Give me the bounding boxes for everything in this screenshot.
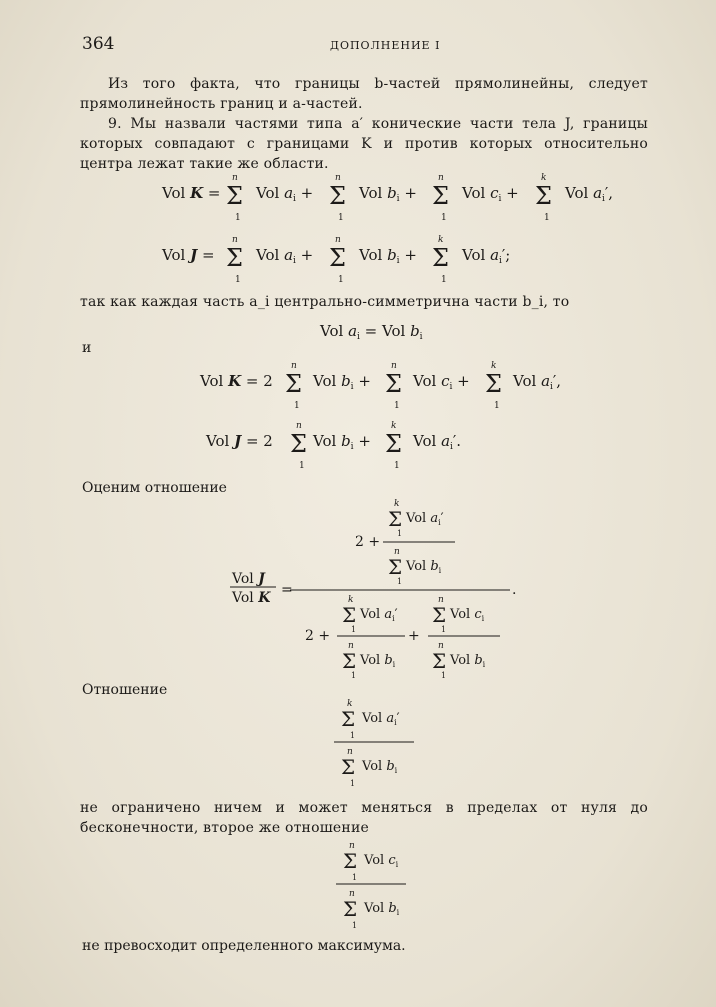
equation-1-svg (0, 168, 716, 228)
svg-text:n: n (291, 361, 297, 371)
page-number: 364 (82, 34, 115, 54)
svg-text:k: k (491, 361, 497, 371)
svg-text:n: n (438, 595, 444, 605)
svg-text:Σ: Σ (341, 755, 356, 779)
equation-ratio-c-b (0, 836, 716, 936)
svg-text:Vol bi: Vol $b_i$ (362, 759, 398, 775)
running-header: ДОПОЛНЕНИЕ I (330, 39, 441, 52)
svg-text:1: 1 (441, 671, 447, 680)
svg-text:Σ: Σ (432, 649, 447, 673)
svg-text:Σ: Σ (535, 182, 552, 210)
svg-text:1: 1 (338, 275, 344, 285)
svg-text:Σ: Σ (329, 182, 346, 210)
svg-text:Σ: Σ (343, 897, 358, 921)
svg-text:Σ: Σ (226, 182, 243, 210)
svg-text:1: 1 (441, 275, 447, 285)
svg-text:2 +: 2 + (305, 628, 331, 644)
svg-text:n: n (391, 361, 397, 371)
svg-text:Vol ci +: Vol $c_i$ + (462, 184, 519, 204)
svg-text:Vol ci: Vol $c_i$ (364, 853, 399, 869)
svg-text:Σ: Σ (341, 707, 356, 731)
svg-text:Σ: Σ (388, 507, 403, 531)
svg-text:n: n (394, 547, 400, 557)
svg-text:1: 1 (494, 401, 500, 411)
equation-vol-j-1 (0, 230, 716, 290)
svg-text:2 +: 2 + (355, 534, 381, 550)
svg-text:Vol ai +: Vol $a_i$ + (256, 246, 314, 266)
svg-text:Σ: Σ (226, 244, 243, 272)
svg-text:Vol bi +: Vol $b_i$ + (313, 372, 371, 392)
svg-text:Vol ai′;: Vol $a_i'$; (462, 246, 511, 266)
svg-text:Σ: Σ (385, 430, 402, 458)
svg-text:Vol ai = Vol bi: Vol $a_i$ = Vol $b_i$ (320, 322, 423, 342)
svg-text:Σ: Σ (342, 649, 357, 673)
svg-text:Vol K = 2: Vol K = 2 (200, 372, 273, 390)
svg-text:1: 1 (350, 731, 356, 740)
svg-text:k: k (391, 421, 397, 431)
svg-text:1: 1 (235, 275, 241, 285)
svg-text:Vol ai′,: Vol $a_i'$, (513, 372, 562, 392)
svg-text:Σ: Σ (290, 430, 307, 458)
paragraph-6: Отношение (82, 682, 168, 698)
svg-text:Σ: Σ (485, 370, 502, 398)
svg-text:Vol ci: Vol $c_i$ (450, 607, 485, 623)
svg-text:Σ: Σ (285, 370, 302, 398)
svg-text:Vol ai′: Vol $a_i'$ (360, 607, 398, 623)
svg-text:Vol J: Vol J (232, 571, 265, 587)
svg-text:Vol J =: Vol J = (162, 246, 215, 264)
svg-text:Vol ai +: Vol $a_i$ + (256, 184, 314, 204)
svg-text:=: = (281, 582, 293, 598)
equation-vol-k-2 (0, 356, 716, 416)
paragraph-2: 9. Мы назвали частями типа a′ конические части тела J, границы которых совпадают с границами K и против которых относительно центра лежат такие же области. (80, 116, 648, 172)
svg-text:Σ: Σ (385, 370, 402, 398)
svg-text:Σ: Σ (343, 849, 358, 873)
svg-text:k: k (541, 173, 547, 183)
svg-text:Vol ai′: Vol $a_i'$ (362, 711, 400, 727)
svg-text:.: . (512, 582, 517, 598)
svg-text:Σ: Σ (342, 603, 357, 627)
svg-text:Σ: Σ (329, 244, 346, 272)
svg-text:Vol ai′,: Vol $a_i'$, (565, 184, 614, 204)
svg-text:n: n (232, 173, 238, 183)
equation-ratio-j-k (0, 494, 716, 684)
svg-text:Vol bi: Vol $b_i$ (364, 901, 400, 917)
svg-text:Vol K =: Vol K = (162, 184, 221, 202)
svg-text:Vol bi: Vol $b_i$ (450, 653, 486, 669)
svg-text:n: n (347, 747, 353, 757)
svg-text:Σ: Σ (432, 603, 447, 627)
svg-text:1: 1 (351, 625, 357, 634)
svg-text:1: 1 (350, 779, 356, 788)
svg-text:Vol J = 2: Vol J = 2 (206, 432, 273, 450)
paragraph-7: не ограничено ничем и может меняться в пределах от нуля до бесконечности, второе же отношение (80, 800, 648, 836)
svg-text:n: n (438, 173, 444, 183)
paragraph-8: не превосходит определенного максимума. (82, 938, 406, 954)
svg-text:n: n (335, 173, 341, 183)
svg-text:Vol bi +: Vol $b_i$ + (359, 246, 417, 266)
svg-text:n: n (438, 641, 444, 651)
svg-text:1: 1 (294, 401, 300, 411)
svg-text:k: k (394, 499, 400, 509)
svg-text:n: n (349, 889, 355, 899)
svg-text:1: 1 (299, 461, 305, 471)
svg-text:Vol ai′.: Vol $a_i'$. (413, 432, 462, 452)
svg-text:1: 1 (394, 461, 400, 471)
svg-text:Vol bi +: Vol $b_i$ + (359, 184, 417, 204)
svg-text:n: n (348, 641, 354, 651)
svg-text:Vol bi: Vol $b_i$ (360, 653, 396, 669)
svg-text:1: 1 (397, 577, 403, 586)
svg-text:Vol ci +: Vol $c_i$ + (413, 372, 470, 392)
paragraph-3: так как каждая часть a_i центрально-симметрична части b_i, то (80, 294, 570, 310)
svg-text:Σ: Σ (432, 182, 449, 210)
svg-text:n: n (296, 421, 302, 431)
equation-ratio-a-prime-b (0, 694, 716, 794)
svg-text:1: 1 (235, 213, 241, 223)
paragraph-1: Из того факта, что границы b-частей прямолинейны, следует прямолинейность границ и a-частей. (80, 76, 648, 112)
svg-text:k: k (348, 595, 354, 605)
equation-vol-j-2 (0, 416, 716, 476)
svg-text:Vol bi +: Vol $b_i$ + (313, 432, 371, 452)
svg-text:1: 1 (441, 625, 447, 634)
svg-text:k: k (347, 699, 353, 709)
svg-text:Σ: Σ (432, 244, 449, 272)
svg-text:1: 1 (441, 213, 447, 223)
svg-text:Vol K: Vol K (232, 590, 271, 606)
svg-text:1: 1 (351, 671, 357, 680)
paragraph-4: и (82, 340, 92, 356)
svg-text:1: 1 (397, 529, 403, 538)
svg-text:1: 1 (394, 401, 400, 411)
svg-text:Vol bi: Vol $b_i$ (406, 559, 442, 575)
svg-text:1: 1 (352, 873, 358, 882)
svg-text:Vol ai′: Vol $a_i'$ (406, 511, 444, 527)
svg-text:k: k (438, 235, 444, 245)
svg-text:Σ: Σ (388, 555, 403, 579)
svg-text:+: + (408, 628, 420, 644)
equation-vol-a-equals-vol-b (0, 316, 716, 346)
paragraph-5: Оценим отношение (82, 480, 227, 496)
svg-text:1: 1 (352, 921, 358, 930)
svg-text:1: 1 (544, 213, 550, 223)
svg-text:1: 1 (338, 213, 344, 223)
svg-text:n: n (232, 235, 238, 245)
svg-text:n: n (349, 841, 355, 851)
svg-text:n: n (335, 235, 341, 245)
